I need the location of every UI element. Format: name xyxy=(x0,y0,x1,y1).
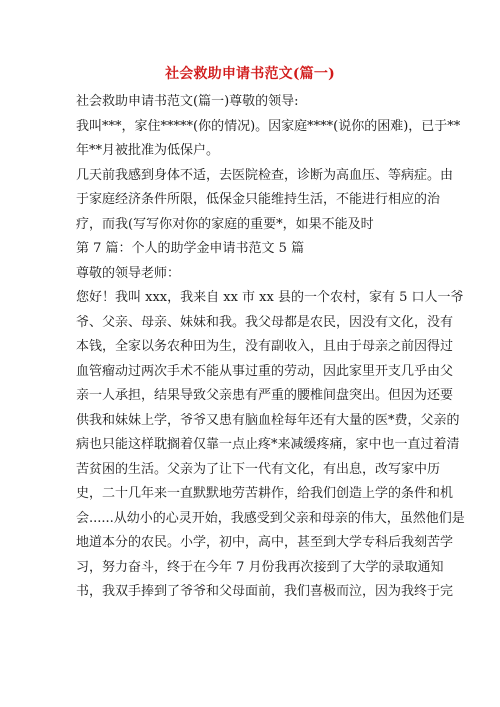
text-line: 习，努力奋斗，终于在今年 7 月份我再次接到了大学的录取通知 xyxy=(76,559,444,575)
text-line: 地道本分的农民。小学，初中，高中，甚至到大学专科后我刻苦学 xyxy=(76,535,454,550)
text-line: 几天前我感到身体不适，去医院检查，诊断为高血压、等病症。由 xyxy=(76,167,454,183)
text-line: 病也只能这样耽搁着仅靠一点止疼*来减缓疼痛，家中也一直过着清 xyxy=(76,437,460,452)
text-line: 亲一人承担，结果导致父亲患有严重的腰椎间盘突出。但因为还要 xyxy=(76,388,454,403)
text-line: 史，二十几年来一直默默地劳苦耕作，给我们创造上学的条件和机 xyxy=(76,486,454,501)
text-line: 疗，而我(写写你对你的家庭的重要*，如果不能及时 xyxy=(76,216,374,232)
text-line: 第 7 篇：个人的助学金申请书范文 5 篇 xyxy=(76,241,305,256)
text-line: 书，我双手捧到了爷爷和父母面前，我们喜极而泣，因为我终于完 xyxy=(76,584,454,599)
text-line: 年**月被批准为低保户。 xyxy=(76,143,220,158)
text-line: 社会救助申请书范文(篇一)尊敬的领导: xyxy=(76,94,299,109)
text-line: 供我和妹妹上学，爷爷又患有脑血栓每年还有大量的医*费，父亲的 xyxy=(76,412,460,428)
text-line: 苦贫困的生活。父亲为了让下一代有文化，有出息，改写家中历 xyxy=(76,461,441,477)
text-line: 于家庭经济条件所限，低保金只能维持生活，不能进行相应的治 xyxy=(76,192,441,207)
text-line: 我叫***，家住*****(你的情况)。因家庭****(说你的困难)，已于** xyxy=(76,118,461,134)
text-line: 爷、父亲、母亲、妹妹和我。我父母都是农民，因没有文化，没有 xyxy=(76,314,454,330)
text-line: 您好！我叫 xxx，我来自 xx 市 xx 县的一个农村，家有 5 口人一爷 xyxy=(76,290,464,305)
text-line: 本钱，全家以务农种田为生，没有副收入，且由于母亲之前因得过 xyxy=(76,339,454,354)
text-line: 尊敬的领导老师： xyxy=(76,265,181,281)
text-line: 会......从幼小的心灵开始，我感受到父亲和母亲的伟大，虽然他们是 xyxy=(76,510,465,526)
document-title: 社会救助申请书范文(篇一) xyxy=(165,66,335,82)
text-line: 血管瘤动过两次手术不能从事过重的劳动，因此家里开支几乎由父 xyxy=(76,363,454,379)
document-body xyxy=(76,90,465,605)
